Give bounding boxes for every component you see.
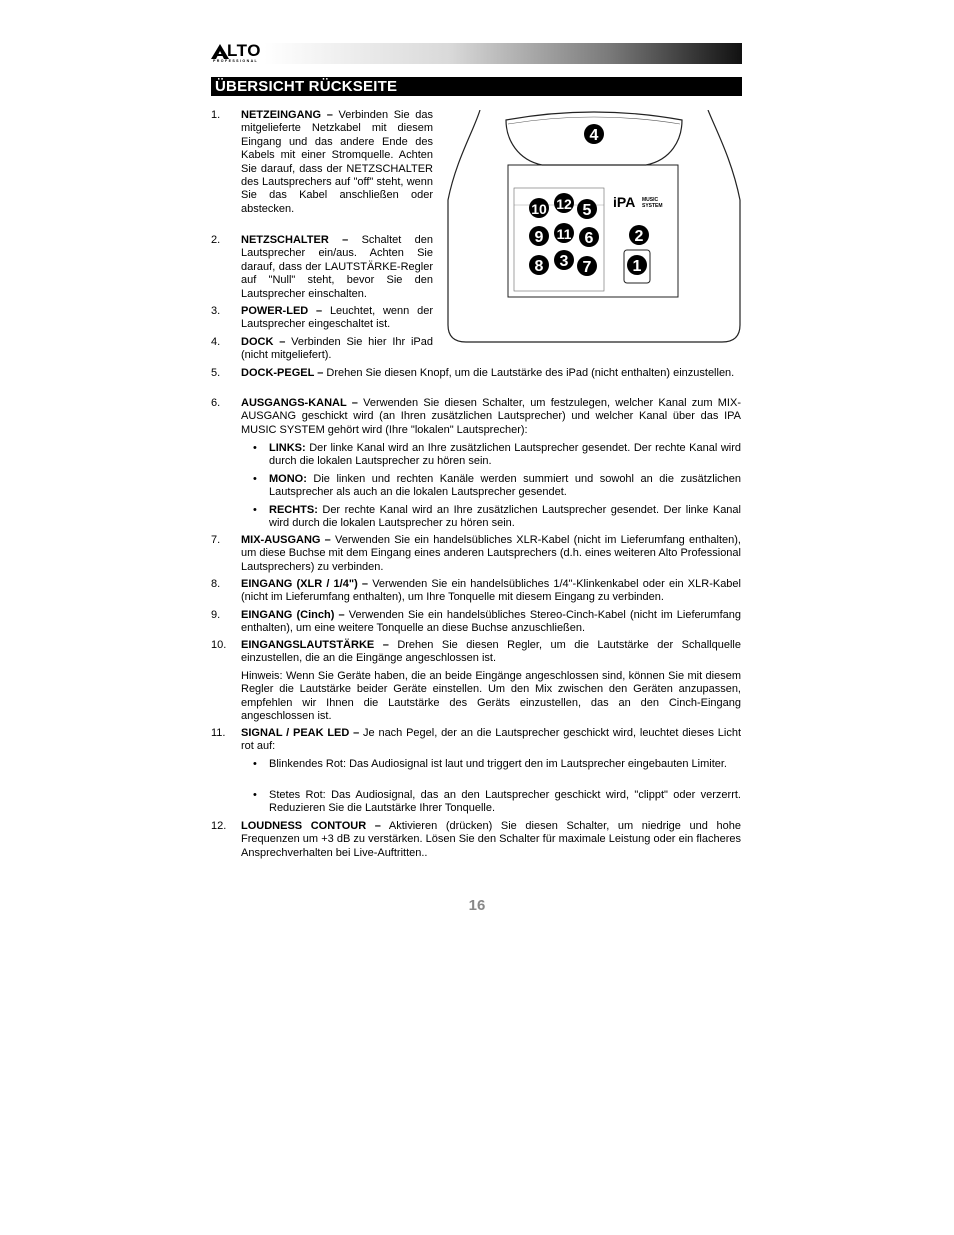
svg-text:3: 3 [559, 253, 569, 270]
svg-text:2: 2 [634, 228, 644, 245]
svg-text:9: 9 [534, 229, 544, 246]
callout-12 [554, 193, 574, 213]
callout-10 [529, 198, 549, 218]
callout-9 [529, 226, 549, 246]
svg-text:8: 8 [534, 258, 544, 275]
callout-7 [577, 256, 597, 276]
svg-text:1: 1 [632, 258, 642, 275]
callout-11 [554, 223, 574, 243]
svg-text:7: 7 [582, 259, 592, 276]
callout-1 [627, 255, 647, 275]
panel-logo-sub1: MUSIC [642, 197, 659, 203]
callout-5 [577, 199, 597, 219]
panel-logo-sub2: SYSTEM [642, 203, 663, 209]
callout-6 [579, 227, 599, 247]
svg-text:5: 5 [582, 202, 592, 219]
alto-logo [211, 43, 273, 65]
panel-logo: iPA [613, 194, 636, 210]
rear-panel-figure [446, 110, 742, 344]
callout-4 [584, 124, 604, 144]
hint-paragraph: Hinweis: Wenn Sie Geräte haben, die an beide Eingänge angeschlossen sind, können Sie mit diesem Regler die Lautstärke beider Geräte einstellen. Um den Mix zwischen den Geräten anzupassen, empfehlen wir Ihnen die Lautstärke des Geräts einzustellen, das an den Cinch-Eingang angeschlossen ist. [241, 670, 741, 723]
callout-8 [529, 255, 549, 275]
svg-text:10: 10 [531, 201, 547, 217]
callout-3 [554, 250, 574, 270]
logo-subtitle: PROFESSIONAL [213, 59, 259, 63]
page-number: 16 [468, 897, 486, 914]
section-title: ÜBERSICHT RÜCKSEITE [211, 77, 742, 96]
svg-text:12: 12 [556, 196, 572, 212]
callout-2 [629, 225, 649, 245]
svg-text:4: 4 [589, 127, 599, 144]
header-gradient-bar [211, 43, 742, 64]
rear-panel-illustration [446, 110, 742, 344]
svg-text:6: 6 [584, 230, 594, 247]
logo-word: LTO [227, 41, 261, 60]
svg-text:11: 11 [556, 226, 572, 242]
